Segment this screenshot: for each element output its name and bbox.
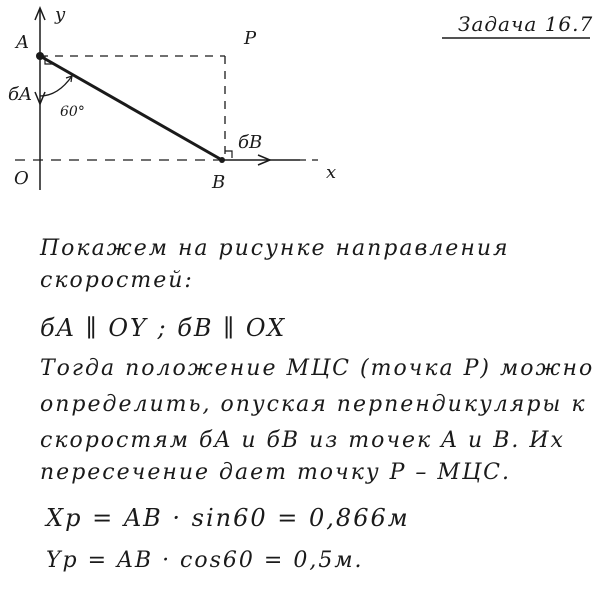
velocity-a-label: бA xyxy=(8,84,32,105)
origin-label: O xyxy=(14,168,29,189)
angle-label: 60° xyxy=(60,104,85,120)
x-axis-label: x xyxy=(326,162,337,183)
text-line-6: скоростям бA и бB из точек A и B. Их xyxy=(40,428,565,453)
right-angle-b xyxy=(225,151,232,158)
formula-xp: Xp = AB · sin60 = 0,866м xyxy=(46,504,410,532)
text-line-3: бA ∥ OY ; бB ∥ OX xyxy=(40,314,287,342)
text-line-4: Тогда положение МЦС (точка P) можно xyxy=(40,356,595,381)
velocity-b-label: бB xyxy=(238,132,263,153)
text-line-1: Покажем на рисунке направления xyxy=(40,236,510,261)
text-line-2: скоростей: xyxy=(40,268,194,293)
text-line-5: определить, опуская перпендикуляры к xyxy=(40,392,587,417)
point-b-dot xyxy=(219,157,225,163)
point-b-label: B xyxy=(212,172,226,193)
text-line-7: пересечение дает точку P – МЦС. xyxy=(40,460,511,485)
y-axis-label: y xyxy=(55,4,66,25)
problem-title: Задача 16.7 xyxy=(458,12,594,36)
formula-yp: Yp = AB · cos60 = 0,5м. xyxy=(46,548,364,573)
point-a-label: A xyxy=(16,32,29,53)
point-a-dot xyxy=(36,52,44,60)
point-p-label: P xyxy=(244,28,257,49)
